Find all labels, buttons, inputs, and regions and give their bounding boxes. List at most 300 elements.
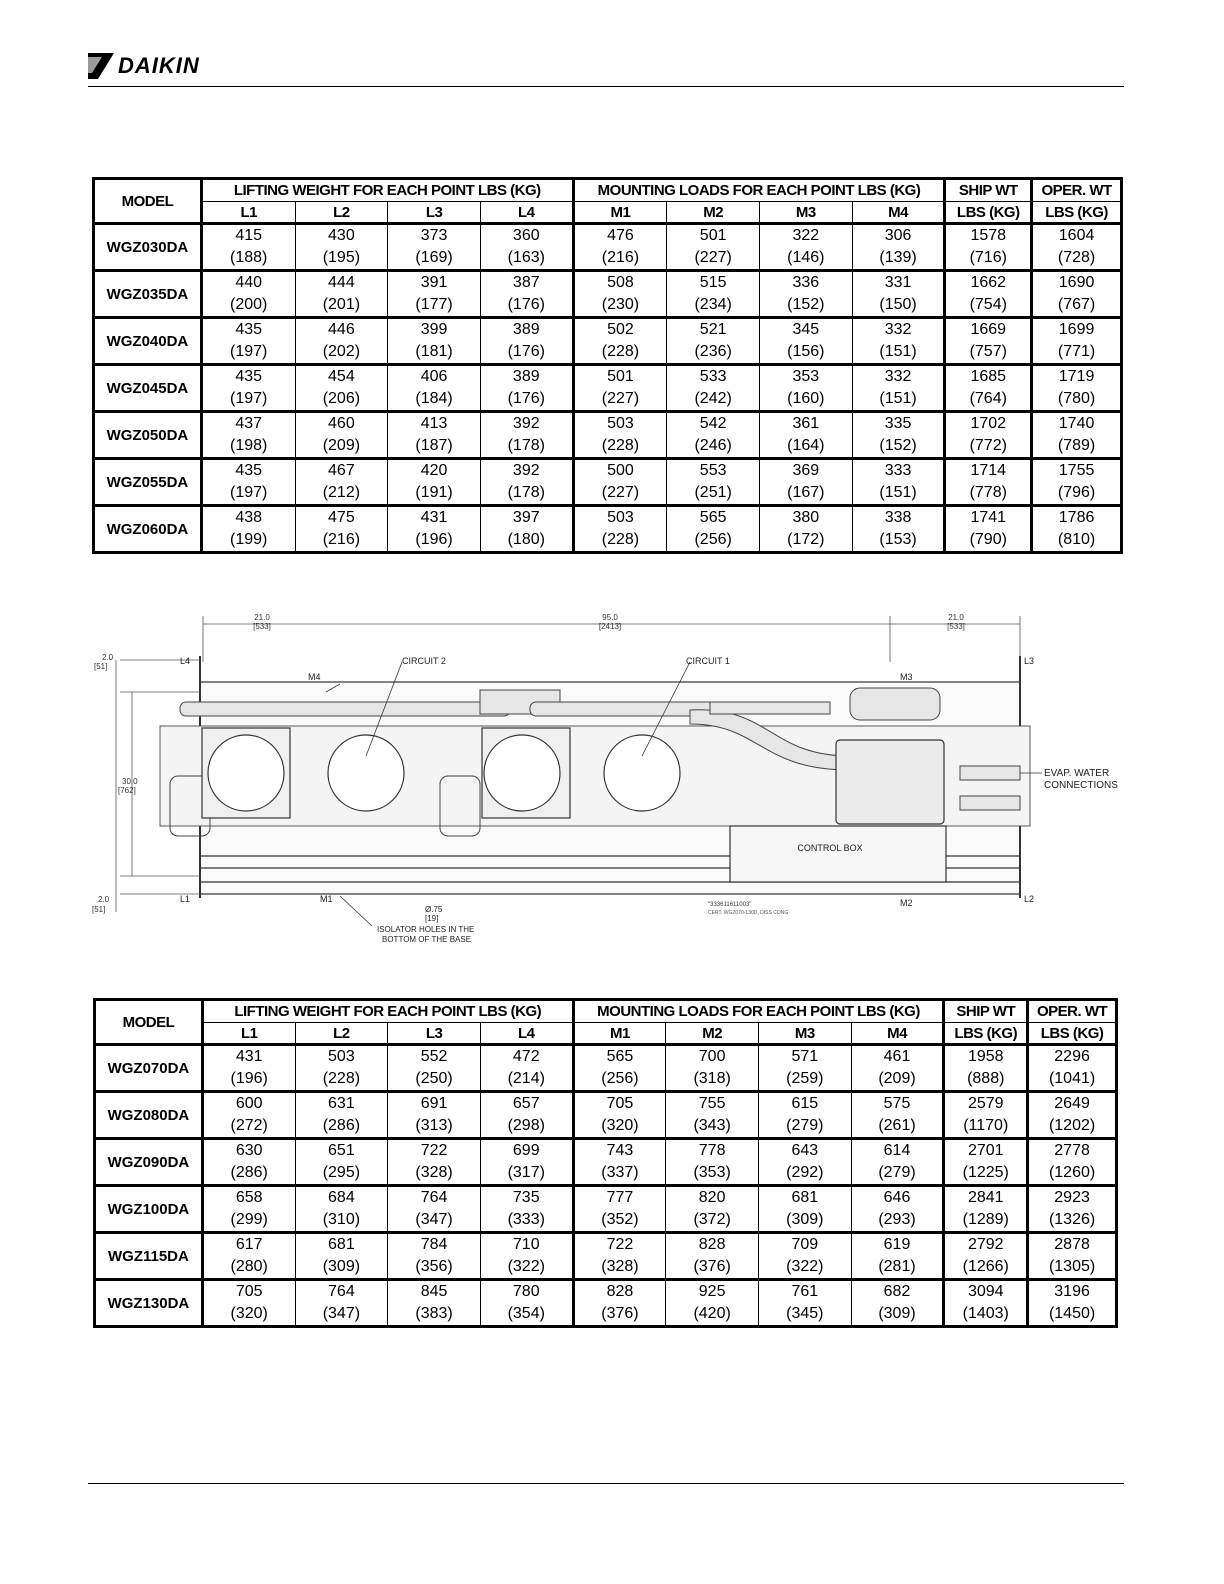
kg-value: (328): [601, 1258, 639, 1275]
model-cell: WGZ035DA: [94, 271, 202, 318]
lbs-value: 784: [420, 1236, 448, 1253]
value-cell: [851, 1233, 944, 1280]
lbs-value: 777: [606, 1189, 634, 1206]
kg-value: (771): [1057, 343, 1096, 360]
value-cell: [573, 1233, 666, 1280]
value-cell: [388, 271, 481, 318]
kg-value: (191): [415, 484, 453, 501]
kg-value: (328): [415, 1164, 453, 1181]
lbs-value: 699: [512, 1142, 540, 1159]
lbs-value: 413: [420, 415, 448, 432]
value-cell: [666, 1280, 759, 1327]
value-cell: [388, 1045, 481, 1092]
value-cell: [945, 412, 1032, 459]
value-cell: [758, 1139, 851, 1186]
load-table-2: [93, 998, 1118, 1328]
lbs-value: 565: [606, 1048, 634, 1065]
model-cell: WGZ080DA: [95, 1092, 203, 1139]
isolator-note-2: BOTTOM OF THE BASE: [382, 935, 472, 944]
value-cell: [295, 459, 388, 506]
model-cell: WGZ130DA: [95, 1280, 203, 1327]
kg-value: (790): [969, 531, 1007, 548]
lbs-value: 925: [698, 1283, 726, 1300]
lbs-value: 2923: [1054, 1189, 1090, 1206]
kg-value: (152): [879, 437, 917, 454]
lbs-value: 722: [606, 1236, 634, 1253]
kg-value: (197): [230, 343, 268, 360]
value-cell: [667, 318, 760, 365]
kg-value: (230): [601, 296, 640, 313]
value-cell: [480, 1139, 573, 1186]
kg-value: (1289): [962, 1211, 1009, 1228]
lbs-value: 389: [512, 368, 540, 385]
lifting-header: LIFTING WEIGHT FOR EACH POINT LBS (KG): [201, 179, 573, 202]
lbs-value: 1741: [970, 509, 1007, 526]
model-cell: WGZ050DA: [94, 412, 202, 459]
col-l1: L1: [202, 1023, 295, 1045]
lbs-value: 500: [607, 462, 634, 479]
value-cell: [852, 506, 945, 553]
table-row: [95, 1092, 1117, 1139]
kg-value: (195): [322, 249, 361, 266]
kg-value: (151): [879, 390, 917, 407]
header-rule: [88, 86, 1124, 87]
lbs-value: 389: [512, 321, 540, 338]
kg-value: (1326): [1048, 1211, 1096, 1228]
value-cell: [388, 1092, 481, 1139]
kg-value: (187): [415, 437, 453, 454]
table-row: [94, 459, 1122, 506]
value-cell: [667, 271, 760, 318]
kg-value: (251): [694, 484, 732, 501]
kg-value: (317): [507, 1164, 545, 1181]
kg-value: (160): [787, 390, 825, 407]
lbs-value: 501: [607, 368, 634, 385]
lbs-value: 1699: [1058, 321, 1095, 338]
lbs-value: 828: [698, 1236, 726, 1253]
kg-value: (184): [415, 390, 453, 407]
value-cell: [295, 506, 388, 553]
value-cell: [760, 271, 853, 318]
kg-value: (279): [878, 1164, 916, 1181]
lbs-value: 646: [883, 1189, 911, 1206]
lbs-value: 820: [698, 1189, 726, 1206]
col-l3: L3: [388, 1023, 481, 1045]
load-table-1: [92, 177, 1123, 554]
kg-value: (150): [879, 296, 917, 313]
lbs-value: 1958: [967, 1048, 1004, 1065]
value-cell: [295, 1139, 388, 1186]
kg-value: (227): [601, 390, 640, 407]
value-cell: [201, 224, 295, 271]
col-l1: L1: [201, 202, 295, 224]
value-cell: [573, 1092, 666, 1139]
value-cell: [944, 1280, 1028, 1327]
lbs-value: 630: [235, 1142, 263, 1159]
dim-right: 21.0: [948, 613, 964, 622]
daikin-logo-mark-icon: [88, 53, 114, 79]
kg-value: (320): [230, 1305, 268, 1322]
dim-left: 21.0: [254, 613, 270, 622]
kg-value: (177): [415, 296, 453, 313]
value-cell: [666, 1233, 759, 1280]
value-cell: [388, 1139, 481, 1186]
kg-value: (354): [507, 1305, 545, 1322]
lbs-value: 1714: [970, 462, 1007, 479]
kg-value: (228): [601, 437, 640, 454]
lbs-value: 475: [328, 509, 355, 526]
lbs-value: 338: [884, 509, 912, 526]
kg-value: (286): [322, 1117, 361, 1134]
value-cell: [573, 271, 667, 318]
value-cell: [388, 365, 481, 412]
kg-value: (376): [693, 1258, 731, 1275]
lbs-value: 472: [512, 1048, 540, 1065]
kg-value: (888): [967, 1070, 1005, 1087]
value-cell: [1028, 1045, 1117, 1092]
value-cell: [480, 1092, 573, 1139]
kg-value: (146): [787, 249, 825, 266]
kg-value: (1225): [962, 1164, 1009, 1181]
kg-value: (209): [878, 1070, 916, 1087]
kg-value: (202): [322, 343, 361, 360]
lbs-value: 2878: [1054, 1236, 1090, 1253]
lbs-value: 2296: [1054, 1048, 1090, 1065]
value-cell: [480, 459, 573, 506]
label-l2: L2: [1024, 894, 1035, 904]
lbs-value: 651: [328, 1142, 355, 1159]
value-cell: [295, 1092, 388, 1139]
value-cell: [944, 1186, 1028, 1233]
kg-value: (322): [786, 1258, 824, 1275]
isolator-note-1: ISOLATOR HOLES IN THE: [377, 925, 475, 934]
lbs-value: 1685: [970, 368, 1007, 385]
label-m3: M3: [900, 672, 913, 682]
kg-value: (201): [322, 296, 361, 313]
model-cell: WGZ100DA: [95, 1186, 203, 1233]
kg-value: (172): [787, 531, 825, 548]
lbs-value: 331: [884, 274, 912, 291]
kg-value: (1041): [1048, 1070, 1096, 1087]
kg-value: (376): [601, 1305, 639, 1322]
lbs-value: 828: [606, 1283, 634, 1300]
lbs-value: 1719: [1058, 368, 1095, 385]
kg-value: (292): [786, 1164, 824, 1181]
lbs-value: 454: [328, 368, 355, 385]
value-cell: [573, 412, 667, 459]
lbs-value: 430: [328, 227, 355, 244]
value-cell: [852, 365, 945, 412]
lbs-value: 615: [791, 1095, 819, 1112]
kg-value: (197): [230, 484, 268, 501]
lbs-value: 467: [328, 462, 355, 479]
table-row: [95, 1233, 1117, 1280]
load-table-2-body: [95, 1045, 1117, 1327]
col-oper-units: LBS (KG): [1032, 202, 1122, 224]
value-cell: [1032, 271, 1122, 318]
value-cell: [945, 318, 1032, 365]
lbs-value: 735: [512, 1189, 540, 1206]
value-cell: [480, 318, 573, 365]
value-cell: [202, 1045, 295, 1092]
value-cell: [202, 1280, 295, 1327]
lbs-value: 643: [791, 1142, 819, 1159]
col-l3: L3: [388, 202, 481, 224]
lbs-value: 353: [792, 368, 820, 385]
lbs-value: 399: [420, 321, 448, 338]
kg-value: (164): [787, 437, 825, 454]
kg-value: (228): [322, 1070, 361, 1087]
kg-value: (1260): [1048, 1164, 1096, 1181]
value-cell: [851, 1186, 944, 1233]
kg-value: (196): [230, 1070, 268, 1087]
lbs-value: 336: [792, 274, 820, 291]
kg-value: (167): [787, 484, 825, 501]
value-cell: [480, 1045, 573, 1092]
kg-value: (1403): [962, 1305, 1009, 1322]
value-cell: [944, 1233, 1028, 1280]
lbs-value: 565: [699, 509, 727, 526]
table-row: [95, 1280, 1117, 1327]
kg-value: (286): [230, 1164, 268, 1181]
value-cell: [1032, 506, 1122, 553]
dim-height-mm: [762]: [118, 786, 136, 795]
value-cell: [944, 1139, 1028, 1186]
value-cell: [851, 1092, 944, 1139]
kg-value: (242): [694, 390, 732, 407]
lbs-value: 332: [884, 321, 912, 338]
value-cell: [944, 1045, 1028, 1092]
value-cell: [388, 318, 481, 365]
label-l1: L1: [180, 894, 191, 904]
value-cell: [480, 1280, 573, 1327]
lbs-value: 440: [235, 274, 263, 291]
value-cell: [295, 224, 388, 271]
value-cell: [852, 412, 945, 459]
value-cell: [573, 1139, 666, 1186]
oper-wt-header: OPER. WT: [1028, 1000, 1117, 1023]
table-row: [95, 1045, 1117, 1092]
col-l2: L2: [295, 202, 388, 224]
lbs-value: 1604: [1058, 227, 1095, 244]
value-cell: [573, 506, 667, 553]
lbs-value: 552: [420, 1048, 448, 1065]
hole-diameter-mm: [19]: [425, 914, 439, 923]
kg-value: (347): [415, 1211, 453, 1228]
value-cell: [760, 224, 853, 271]
kg-value: (156): [787, 343, 825, 360]
lbs-value: 617: [235, 1236, 263, 1253]
hole-diameter: Ø.75: [425, 905, 443, 914]
table-row: [95, 1139, 1117, 1186]
lbs-value: 476: [607, 227, 634, 244]
lbs-value: 515: [699, 274, 727, 291]
value-cell: [760, 459, 853, 506]
kg-value: (767): [1057, 296, 1096, 313]
lbs-value: 332: [884, 368, 912, 385]
col-m2: M2: [666, 1023, 759, 1045]
value-cell: [295, 365, 388, 412]
kg-value: (313): [415, 1117, 453, 1134]
kg-value: (372): [693, 1211, 731, 1228]
value-cell: [666, 1092, 759, 1139]
dim-left-mm: [533]: [253, 622, 271, 631]
kg-value: (280): [230, 1258, 268, 1275]
kg-value: (293): [878, 1211, 916, 1228]
value-cell: [573, 318, 667, 365]
kg-value: (309): [786, 1211, 824, 1228]
kg-value: (295): [322, 1164, 361, 1181]
value-cell: [480, 1186, 573, 1233]
mounting-header: MOUNTING LOADS FOR EACH POINT LBS (KG): [573, 1000, 944, 1023]
oper-wt-header: OPER. WT: [1032, 179, 1122, 202]
load-table-1-body: [94, 224, 1122, 553]
dim-edge-bottom-mm: [51]: [92, 905, 106, 914]
value-cell: [388, 1233, 481, 1280]
lbs-value: 705: [606, 1095, 634, 1112]
value-cell: [388, 224, 481, 271]
col-m4: M4: [852, 202, 945, 224]
kg-value: (214): [507, 1070, 545, 1087]
value-cell: [201, 365, 295, 412]
value-cell: [945, 459, 1032, 506]
lbs-value: 501: [699, 227, 727, 244]
lbs-value: 2778: [1054, 1142, 1090, 1159]
kg-value: (236): [694, 343, 732, 360]
lbs-value: 1662: [970, 274, 1007, 291]
mounting-header: MOUNTING LOADS FOR EACH POINT LBS (KG): [573, 179, 945, 202]
lbs-value: 542: [699, 415, 727, 432]
value-cell: [388, 412, 481, 459]
value-cell: [1032, 365, 1122, 412]
kg-value: (333): [507, 1211, 545, 1228]
model-cell: WGZ070DA: [95, 1045, 203, 1092]
value-cell: [667, 412, 760, 459]
lbs-value: 335: [884, 415, 912, 432]
kg-value: (279): [786, 1117, 824, 1134]
lbs-value: 575: [883, 1095, 911, 1112]
col-m3: M3: [758, 1023, 851, 1045]
kg-value: (151): [879, 343, 917, 360]
col-m3: M3: [760, 202, 853, 224]
kg-value: (281): [878, 1258, 916, 1275]
kg-value: (152): [787, 296, 825, 313]
kg-value: (420): [693, 1305, 731, 1322]
lbs-value: 431: [235, 1048, 263, 1065]
drawing-number: "333611611003": [708, 902, 752, 908]
lbs-value: 1578: [970, 227, 1007, 244]
lbs-value: 2701: [967, 1142, 1004, 1159]
value-cell: [667, 459, 760, 506]
col-m2: M2: [667, 202, 760, 224]
kg-value: (256): [601, 1070, 639, 1087]
kg-value: (345): [786, 1305, 824, 1322]
lbs-value: 657: [512, 1095, 540, 1112]
kg-value: (261): [878, 1117, 916, 1134]
kg-value: (383): [415, 1305, 453, 1322]
kg-value: (1305): [1048, 1258, 1096, 1275]
value-cell: [667, 224, 760, 271]
lbs-value: 333: [884, 462, 912, 479]
value-cell: [480, 506, 573, 553]
lbs-value: 684: [328, 1189, 355, 1206]
ship-wt-header: SHIP WT: [945, 179, 1032, 202]
value-cell: [1032, 224, 1122, 271]
lbs-value: 710: [512, 1236, 540, 1253]
label-m1: M1: [320, 894, 333, 904]
lbs-value: 461: [883, 1048, 911, 1065]
kg-value: (780): [1057, 390, 1096, 407]
value-cell: [388, 1186, 481, 1233]
evap-label-1: EVAP. WATER: [1044, 768, 1110, 779]
value-cell: [851, 1139, 944, 1186]
kg-value: (754): [969, 296, 1007, 313]
lbs-value: 391: [420, 274, 448, 291]
lbs-value: 600: [235, 1095, 263, 1112]
value-cell: [573, 224, 667, 271]
footer-rule: [88, 1483, 1124, 1484]
kg-value: (228): [601, 343, 640, 360]
value-cell: [480, 365, 573, 412]
kg-value: (778): [969, 484, 1007, 501]
lbs-value: 420: [420, 462, 448, 479]
value-cell: [1032, 412, 1122, 459]
col-m1: M1: [573, 202, 667, 224]
lbs-value: 503: [607, 415, 634, 432]
kg-value: (298): [507, 1117, 545, 1134]
lbs-value: 392: [512, 415, 540, 432]
lbs-value: 722: [420, 1142, 448, 1159]
value-cell: [573, 1186, 666, 1233]
kg-value: (198): [230, 437, 268, 454]
kg-value: (139): [879, 249, 917, 266]
lbs-value: 631: [328, 1095, 355, 1112]
circuit-1-label: CIRCUIT 1: [686, 656, 730, 666]
kg-value: (356): [415, 1258, 453, 1275]
model-header: MODEL: [95, 1000, 203, 1045]
lbs-value: 2792: [967, 1236, 1004, 1253]
daikin-logo: [88, 52, 200, 80]
value-cell: [758, 1280, 851, 1327]
value-cell: [852, 459, 945, 506]
value-cell: [852, 224, 945, 271]
kg-value: (176): [507, 343, 545, 360]
model-cell: WGZ090DA: [95, 1139, 203, 1186]
col-ship-units: LBS (KG): [944, 1023, 1028, 1045]
dim-edge-bottom: 2.0: [98, 895, 110, 904]
value-cell: [573, 1045, 666, 1092]
kg-value: (318): [693, 1070, 731, 1087]
dim-mid: 95.0: [602, 613, 618, 622]
value-cell: [1028, 1233, 1117, 1280]
lbs-value: 503: [328, 1048, 355, 1065]
kg-value: (352): [601, 1211, 639, 1228]
kg-value: (209): [322, 437, 361, 454]
value-cell: [944, 1092, 1028, 1139]
value-cell: [202, 1092, 295, 1139]
value-cell: [295, 1186, 388, 1233]
value-cell: [480, 412, 573, 459]
col-ship-units: LBS (KG): [945, 202, 1032, 224]
value-cell: [667, 506, 760, 553]
lbs-value: 460: [328, 415, 355, 432]
value-cell: [760, 365, 853, 412]
col-m1: M1: [573, 1023, 666, 1045]
kg-value: (246): [694, 437, 732, 454]
lbs-value: 571: [791, 1048, 819, 1065]
value-cell: [201, 412, 295, 459]
value-cell: [201, 271, 295, 318]
